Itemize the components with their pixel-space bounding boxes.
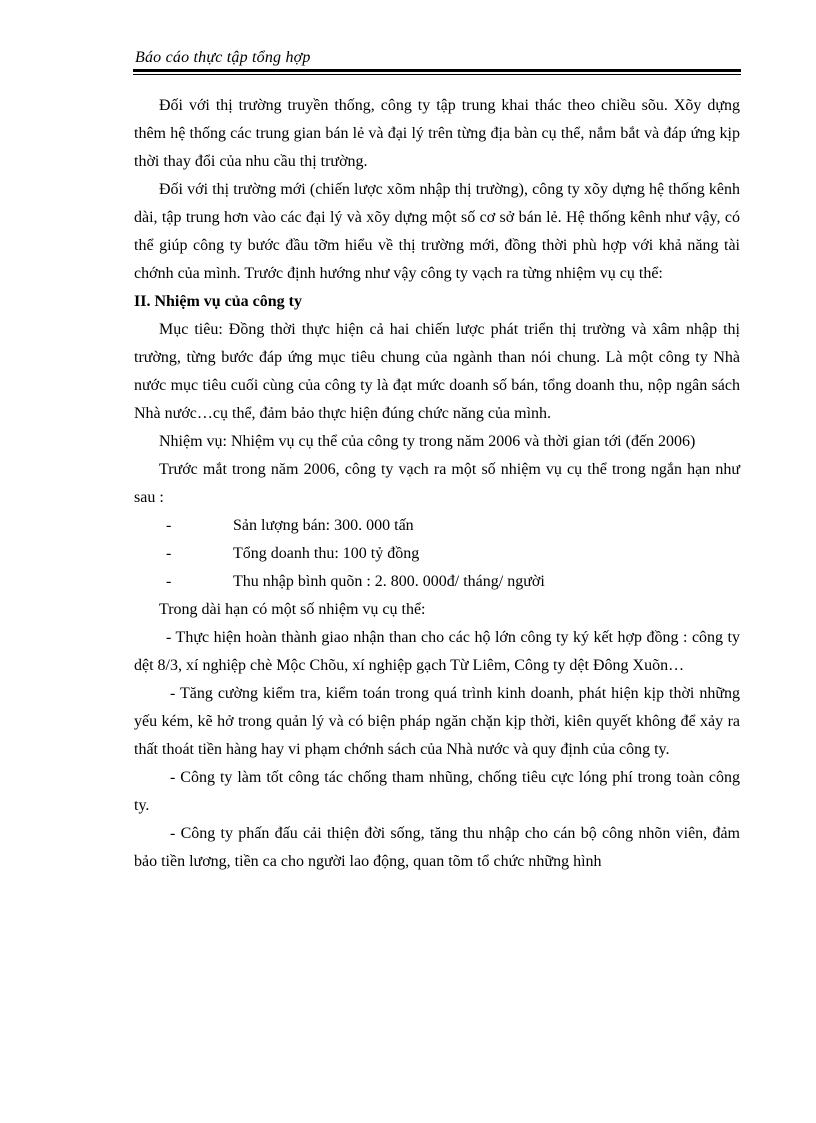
header-rule-thick	[133, 69, 741, 72]
bullet-dash: -	[166, 517, 172, 534]
paragraph-anti-corruption: - Công ty làm tốt công tác chống tham nhũng, chống tiêu cực lóng phí trong toàn công ty.	[134, 769, 740, 814]
paragraph-new-market: Đối với thị trường mới (chiến lược xõm nhập thị trường), công ty xõy dựng hệ thống kênh dài, tập trung hơn vào các đại lý và xõy dựng một số cơ sở bán lẻ. Hệ thống kênh như vậy, có thể giúp công ty bước đầu tỡm hiểu về thị trường mới, đồng thời phù hợp với khả năng tài chớnh của mình. Trước định hướng như vậy công ty vạch ra từng nhiệm vụ cụ thể:	[134, 181, 740, 282]
paragraph-tasks: Nhiệm vụ: Nhiệm vụ cụ thể của công ty trong năm 2006 và thời gian tới (đến 2006)	[159, 433, 696, 450]
bullet-text: Thu nhập bình quõn : 2. 800. 000đ/ tháng/ người	[233, 573, 545, 590]
document-body	[134, 92, 740, 876]
paragraph-audit: - Tăng cường kiểm tra, kiểm toán trong quá trình kinh doanh, phát hiện kịp thời những yếu kém, kẽ hở trong quản lý và có biện pháp ngăn chặn kịp thời, kiên quyết không để xảy ra thất thoát tiền hàng hay vi phạm chớnh sách của Nhà nước và quy định của công ty.	[134, 685, 740, 758]
paragraph-objectives: Mục tiêu: Đồng thời thực hiện cả hai chiến lược phát triển thị trường và xâm nhập thị trường, từng bước đáp ứng mục tiêu chung của ngành than nói chung. Là một công ty Nhà nước mục tiêu cuối cùng của công ty là đạt mức doanh số bán, tổng doanh thu, nộp ngân sách Nhà nước…cụ thể, đảm bảo thực hiện đúng chức năng của mình.	[134, 321, 740, 422]
bullet-text: Tổng doanh thu: 100 tỷ đồng	[233, 545, 420, 562]
bullet-item	[134, 540, 740, 568]
header-title: Báo cáo thực tập tổng hợp	[135, 49, 311, 66]
paragraph-long-term: Trong dài hạn có một số nhiệm vụ cụ thể:	[159, 601, 426, 618]
bullet-text: Sản lượng bán: 300. 000 tấn	[233, 517, 414, 534]
bullet-item	[134, 568, 740, 596]
section-heading: II. Nhiệm vụ của công ty	[134, 293, 303, 310]
paragraph-traditional-market: Đối với thị trường truyền thống, công ty tập trung khai thác theo chiều sõu. Xõy dựng thêm hệ thống các trung gian bán lẻ và đại lý trên từng địa bàn cụ thể, nắm bắt và đáp ứng kịp thời thay đổi của nhu cầu thị trường.	[134, 97, 740, 170]
bullet-dash: -	[166, 573, 172, 590]
paragraph-short-term: Trước mắt trong năm 2006, công ty vạch ra một số nhiệm vụ cụ thể trong ngắn hạn như sau :	[134, 461, 740, 506]
paragraph-welfare: - Công ty phấn đấu cải thiện đời sống, tăng thu nhập cho cán bộ công nhõn viên, đảm bảo tiền lương, tiền ca cho người lao động, quan tõm tổ chức những hình	[134, 825, 740, 870]
header-rule-thin	[133, 74, 741, 75]
paragraph-delivery: - Thực hiện hoàn thành giao nhận than cho các hộ lớn công ty ký kết hợp đồng : công ty dệt 8/3, xí nghiệp chè Mộc Chõu, xí nghiệp gạch Từ Liêm, Công ty dệt Đông Xuõn…	[134, 629, 740, 674]
bullet-item	[134, 512, 740, 540]
bullet-dash: -	[166, 545, 172, 562]
